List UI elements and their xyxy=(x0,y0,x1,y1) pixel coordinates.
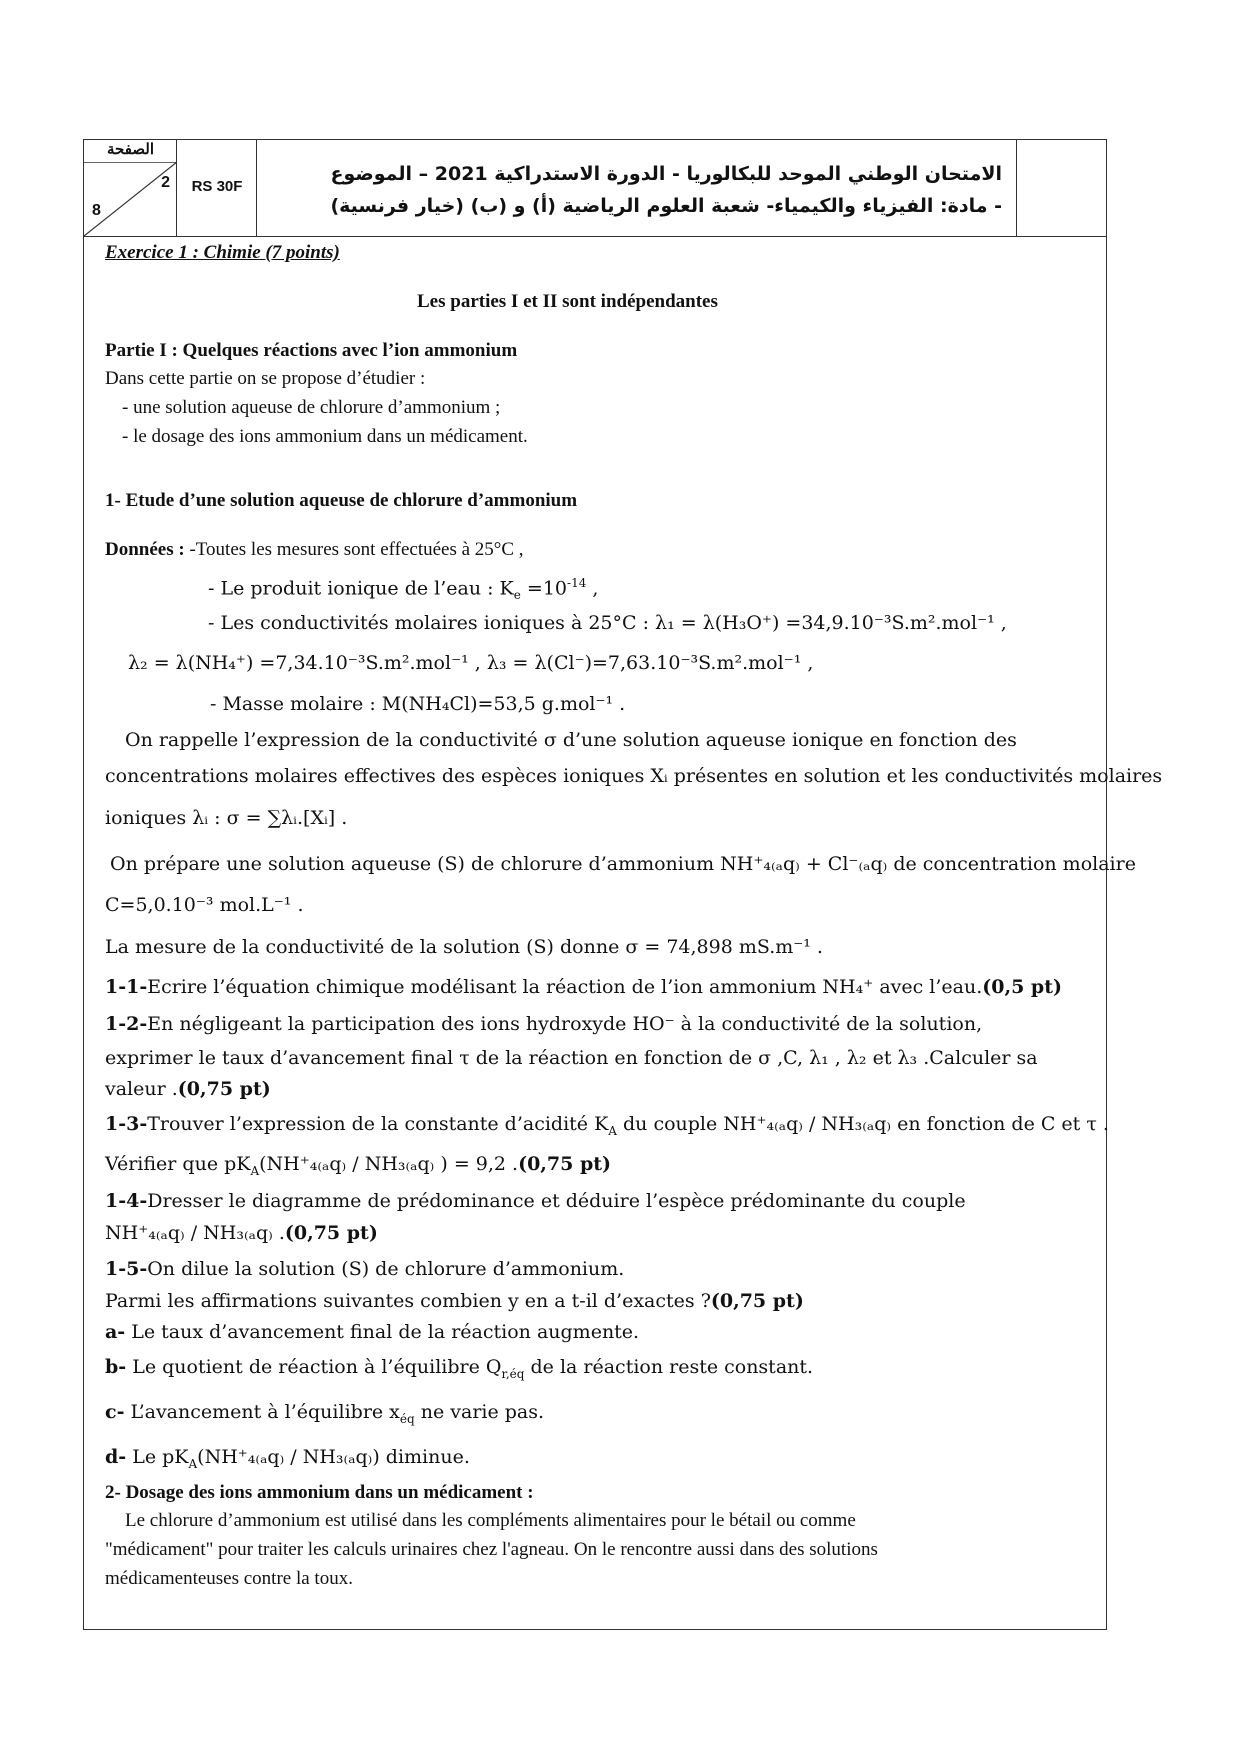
question-1-3-line1: 1-3-Trouver l’expression de la constante d’acidité $K_A$ du couple NH⁺₄₍ₐq₎ / NH₃₍ₐq₎ en fonction de C et τ . xyxy=(105,1113,1109,1138)
page-current: 2 xyxy=(161,174,170,191)
page-label: الصفحة xyxy=(106,142,155,158)
data-label: Données : xyxy=(105,539,185,560)
question-1-2-line3: valeur .(0,75 pt) xyxy=(105,1078,271,1100)
section2-line1: Le chlorure d’ammonium est utilisé dans les compléments alimentaires pour le bétail ou comme xyxy=(125,1510,856,1531)
data-line-1: -Toutes les mesures sont effectuées à 25°C , xyxy=(189,539,524,560)
section2-title: 2- Dosage des ions ammonium dans un médicament : xyxy=(105,1482,534,1503)
exam-header xyxy=(84,140,1106,237)
exercise-title: Exercice 1 : Chimie (7 points) xyxy=(105,242,340,263)
page-total: 8 xyxy=(92,202,101,219)
option-a: a- Le taux d’avancement final de la réaction augmente. xyxy=(105,1321,640,1343)
part1-bullet-2: - le dosage des ions ammonium dans un médicament. xyxy=(122,426,528,447)
exam-code: RS 30F xyxy=(191,178,243,195)
part1-title: Partie I : Quelques réactions avec l’ion ammonium xyxy=(105,340,518,361)
question-1-4-line2: NH⁺₄₍ₐq₎ / NH₃₍ₐq₎ .(0,75 pt) xyxy=(105,1222,378,1244)
question-1-4-line1: 1-4-Dresser le diagramme de prédominance et déduire l’espèce prédominante du couple xyxy=(105,1190,966,1212)
body-p2-line1: On prépare une solution aqueuse (S) de chlorure d’ammonium NH⁺₄₍ₐq₎ + Cl⁻₍ₐq₎ de concentration molaire xyxy=(110,853,1136,875)
exam-title-box xyxy=(257,140,1017,236)
body-p2-line2: C=5,0.10⁻³ mol.L⁻¹ . xyxy=(105,894,304,916)
data-line-5: - Masse molaire : M(NH₄Cl)=53,5 g.mol⁻¹ . xyxy=(210,693,626,715)
exam-title-line1: الامتحان الوطني الموحد للبكالوريا - الدورة الاستدراكية 2021 – الموضوع xyxy=(330,163,1002,185)
independent-note: Les parties I et II sont indépendantes xyxy=(417,291,718,312)
exam-title-line2: - مادة: الفيزياء والكيمياء- شعبة العلوم الرياضية (أ) و (ب) (خيار فرنسية) xyxy=(330,195,1002,217)
question-1-2-line2: exprimer le taux d’avancement final τ de la réaction en fonction de σ ,C, λ₁ , λ₂ et λ₃ .Calculer sa xyxy=(105,1047,1038,1069)
question-1-3-line2: Vérifier que $pK_A(NH^+_{4(a}q_) / NH_{3(a}q_)$ ) = 9,2 .(0,75 pt) xyxy=(105,1153,612,1178)
part1-intro: Dans cette partie on se propose d’étudier : xyxy=(105,368,426,389)
question-1-2-line1: 1-2-En négligeant la participation des ions hydroxyde HO⁻ à la conductivité de la solution, xyxy=(105,1013,983,1035)
blank-box xyxy=(1017,140,1106,236)
exam-code-box xyxy=(177,140,257,236)
body-p1-line3: ioniques λᵢ : σ = ∑λᵢ.[Xᵢ] . xyxy=(105,807,348,829)
body-p3: La mesure de la conductivité de la solution (S) donne σ = 74,898 mS.m⁻¹ . xyxy=(105,936,823,958)
section1-title: 1- Etude d’une solution aqueuse de chlorure d’ammonium xyxy=(105,490,578,511)
section2-line3: médicamenteuses contre la toux. xyxy=(105,1568,353,1589)
data-line-2: - Le produit ionique de l’eau : $K_e =10^{-14}$ , xyxy=(208,576,599,603)
part1-bullet-1: - une solution aqueuse de chlorure d’ammonium ; xyxy=(122,397,501,418)
question-1-5-line2: Parmi les affirmations suivantes combien y en a t-il d’exactes ?(0,75 pt) xyxy=(105,1290,804,1312)
section2-line2: "médicament" pour traiter les calculs urinaires chez l'agneau. On le rencontre aussi dans des solutions xyxy=(105,1539,878,1560)
page-number-box xyxy=(84,140,177,236)
question-1-1: 1-1-Ecrire l’équation chimique modélisant la réaction de l’ion ammonium NH₄⁺ avec l’eau.(0,5 pt) xyxy=(105,976,1062,998)
data-block-line1 xyxy=(105,538,524,562)
question-1-5-line1: 1-5-On dilue la solution (S) de chlorure d’ammonium. xyxy=(105,1258,625,1280)
data-line-3: - Les conductivités molaires ioniques à 25°C : λ₁ = λ(H₃O⁺) =34,9.10⁻³S.m².mol⁻¹ , xyxy=(208,612,1007,634)
body-p1-line2: concentrations molaires effectives des espèces ioniques Xᵢ présentes en solution et les conductivités molaires xyxy=(105,765,1163,787)
option-c: c- L’avancement à l’équilibre $x_{éq}$ ne varie pas. xyxy=(105,1401,545,1426)
data-line-4: λ₂ = λ(NH₄⁺) =7,34.10⁻³S.m².mol⁻¹ , λ₃ = λ(Cl⁻)=7,63.10⁻³S.m².mol⁻¹ , xyxy=(128,652,814,674)
body-p1-line1: On rappelle l’expression de la conductivité σ d’une solution aqueuse ionique en fonction des xyxy=(125,729,1017,751)
option-d: d- Le $pK_A(NH^+_{4(a}q_) / NH_{3(a}q_))$ diminue. xyxy=(105,1446,470,1471)
option-b: b- Le quotient de réaction à l’équilibre $Q_{r,éq}$ de la réaction reste constant. xyxy=(105,1356,814,1381)
